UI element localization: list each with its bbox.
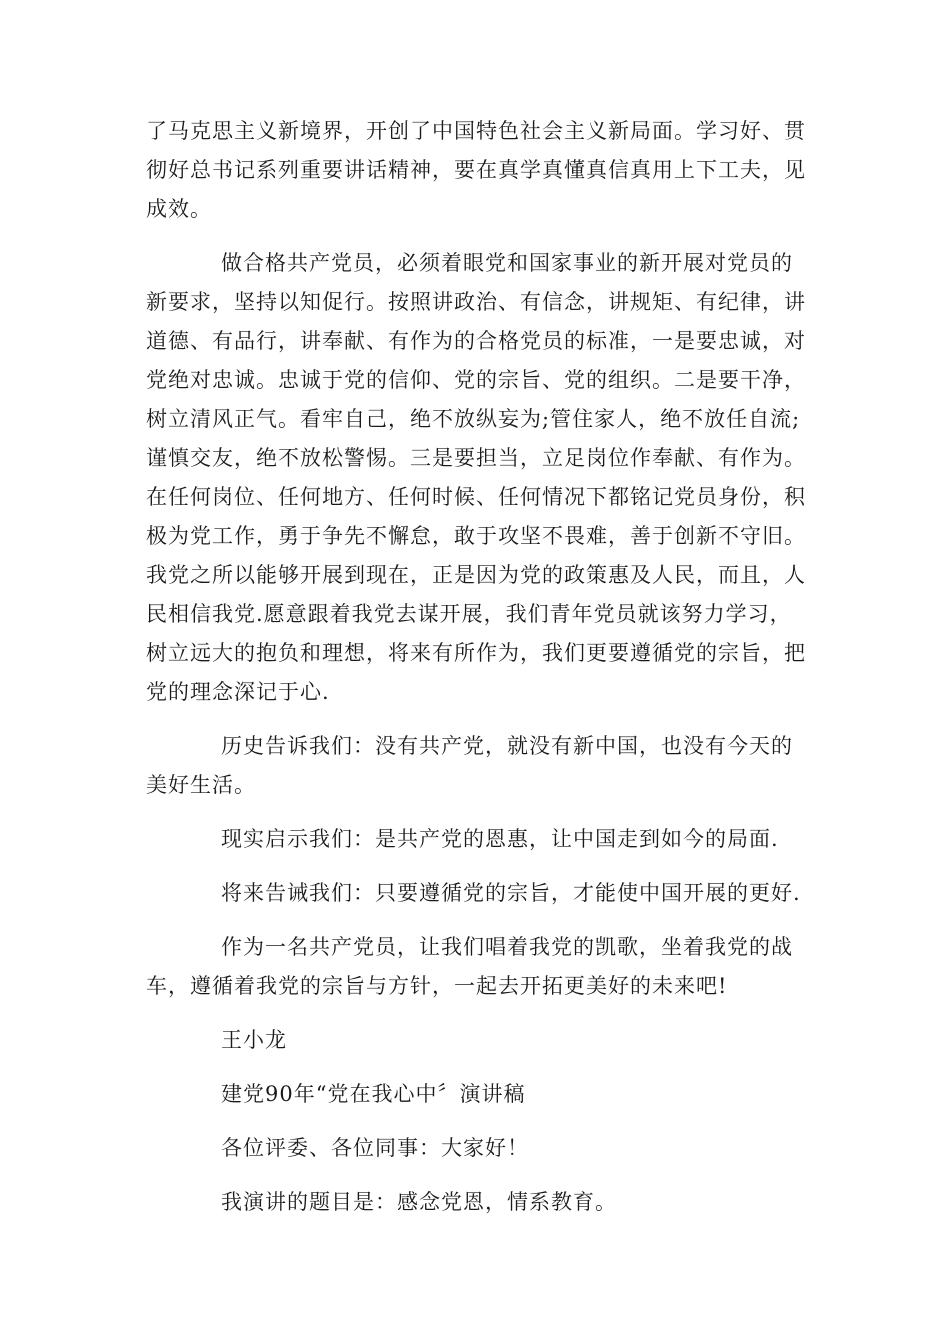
paragraph-continuation: 了马克思主义新境界，开创了中国特色社会主义新局面。学习好、贯彻好总书记系列重要讲话精神，要在真学真懂真信真用上下工夫，见成效。 (146, 119, 806, 221)
paragraph-closing: 作为一名共产党员，让我们唱着我党的凯歌，坐着我党的战车，遵循着我党的宗旨与方针，一起去开拓更美好的未来吧! (146, 935, 793, 998)
document-body (146, 112, 810, 1222)
paragraph-future: 将来告诫我们：只要遵循党的宗旨，才能使中国开展的更好. (221, 881, 801, 905)
paragraph-history: 历史告诉我们：没有共产党，就没有新中国，也没有今天的美好生活。 (146, 734, 793, 797)
speech-topic: 我演讲的题目是：感念党恩，情系教育。 (221, 1190, 617, 1214)
greeting: 各位评委、各位同事：大家好！ (221, 1136, 529, 1160)
paragraph-qualified-member: 做合格共产党员，必须着眼党和国家事业的新开展对党员的新要求，坚持以知促行。按照讲政治、有信念，讲规矩、有纪律，讲道德、有品行，讲奉献、有作为的合格党员的标准，一是要忠诚，对党绝对忠诚。忠诚于党的信仰、党的宗旨、党的组织。二是要干净，树立清风正气。看牢自己，绝不放纵妄为;管住家人，绝不放任自流;谨慎交友，绝不放松警惕。三是要担当，立足岗位作奉献、有作为。在任何岗位、任何地方、任何时候、任何情况下都铭记党员身份，积极为党工作，勇于争先不懈怠，敢于攻坚不畏难，善于创新不守旧。我党之所以能够开展到现在，正是因为党的政策惠及人民，而且，人民相信我党.愿意跟着我党去谋开展，我们青年党员就该努力学习，树立远大的抱负和理想，将来有所作为，我们更要遵循党的宗旨，把党的理念深记于心. (146, 251, 806, 704)
speech-title: 建党90年“党在我心中〞演讲稿 (221, 1082, 526, 1106)
paragraph-reality: 现实启示我们：是共产党的恩惠，让中国走到如今的局面. (221, 827, 779, 851)
author-name: 王小龙 (221, 1028, 287, 1052)
